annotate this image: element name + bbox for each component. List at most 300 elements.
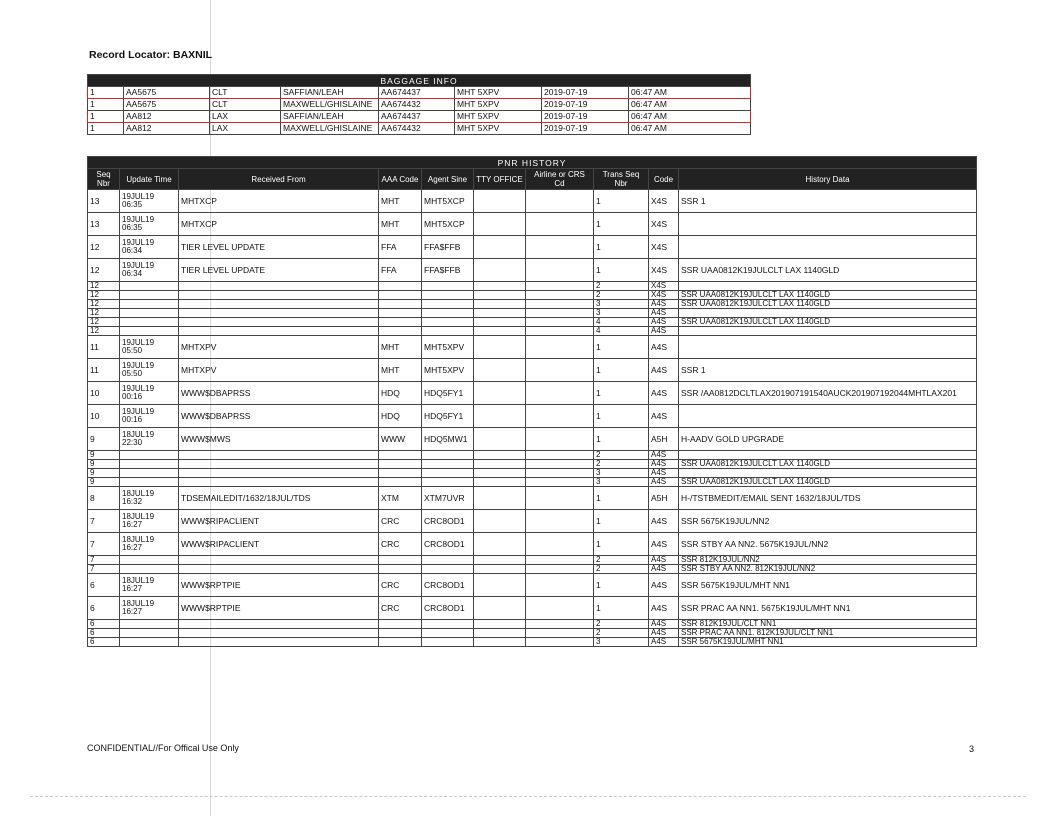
pnr-time-cell <box>120 629 179 638</box>
pnr-hist-cell: SSR PRAC AA NN1. 812K19JUL/CLT NN1 <box>679 629 977 638</box>
pnr-seq-cell: 9 <box>88 428 120 451</box>
pnr-recv-cell <box>179 327 379 336</box>
baggage-date-cell: 2019-07-19 <box>542 99 629 111</box>
pnr-row <box>88 282 977 291</box>
pnr-aaa-cell <box>379 620 422 629</box>
pnr-sine-cell <box>422 282 474 291</box>
pnr-code-cell: X4S <box>649 291 679 300</box>
pnr-time-cell: 19JUL19 06:35 <box>120 190 179 213</box>
pnr-crs-cell <box>526 451 594 460</box>
pnr-hist-cell: SSR UAA0812K19JULCLT LAX 1140GLD <box>679 460 977 469</box>
pnr-trans-cell: 1 <box>594 487 649 510</box>
pnr-trans-cell: 4 <box>594 327 649 336</box>
pnr-aaa-cell <box>379 469 422 478</box>
pnr-row <box>88 565 977 574</box>
pnr-recv-cell <box>179 469 379 478</box>
pnr-crs-cell <box>526 460 594 469</box>
pnr-crs-cell <box>526 336 594 359</box>
pnr-aaa-cell: HDQ <box>379 382 422 405</box>
pnr-code-cell: A4S <box>649 327 679 336</box>
pnr-crs-cell <box>526 213 594 236</box>
pnr-time-cell <box>120 291 179 300</box>
pnr-sine-cell <box>422 629 474 638</box>
baggage-agent-cell: MHT 5XPV <box>455 87 542 99</box>
pnr-time-cell: 19JUL19 05:50 <box>120 359 179 382</box>
pnr-hist-cell: SSR UAA0812K19JULCLT LAX 1140GLD <box>679 259 977 282</box>
pnr-aaa-cell <box>379 309 422 318</box>
pnr-column-header: Agent Sine <box>422 169 474 190</box>
pnr-aaa-cell: MHT <box>379 336 422 359</box>
baggage-time-cell: 06:47 AM <box>629 87 751 99</box>
pnr-recv-cell <box>179 460 379 469</box>
pnr-row <box>88 556 977 565</box>
pnr-code-cell: A4S <box>649 565 679 574</box>
pnr-code-cell: X4S <box>649 190 679 213</box>
pnr-column-header: Airline or CRS Cd <box>526 169 594 190</box>
pnr-code-cell: A4S <box>649 309 679 318</box>
page-number: 3 <box>969 744 975 754</box>
pnr-tty-cell <box>474 236 526 259</box>
pnr-code-cell: A4S <box>649 638 679 647</box>
pnr-column-header: Seq Nbr <box>88 169 120 190</box>
baggage-tag-cell: AA674437 <box>379 87 455 99</box>
pnr-tty-cell <box>474 574 526 597</box>
pnr-crs-cell <box>526 565 594 574</box>
pnr-hist-cell <box>679 236 977 259</box>
pnr-tty-cell <box>474 597 526 620</box>
pnr-recv-cell <box>179 565 379 574</box>
baggage-seq-cell: 1 <box>88 87 124 99</box>
baggage-name-cell: MAXWELL/GHISLAINE <box>281 99 379 111</box>
pnr-time-cell <box>120 451 179 460</box>
baggage-name-cell: SAFFIAN/LEAH <box>281 111 379 123</box>
pnr-seq-cell: 12 <box>88 236 120 259</box>
pnr-row <box>88 300 977 309</box>
baggage-time-cell: 06:47 AM <box>629 99 751 111</box>
pnr-trans-cell: 1 <box>594 405 649 428</box>
pnr-code-cell: A4S <box>649 629 679 638</box>
pnr-hist-cell <box>679 309 977 318</box>
pnr-row <box>88 460 977 469</box>
pnr-seq-cell: 10 <box>88 405 120 428</box>
pnr-trans-cell: 2 <box>594 556 649 565</box>
pnr-tty-cell <box>474 309 526 318</box>
pnr-seq-cell: 6 <box>88 574 120 597</box>
pnr-hist-cell: SSR 1 <box>679 190 977 213</box>
pnr-seq-cell: 11 <box>88 336 120 359</box>
pnr-code-cell: A4S <box>649 336 679 359</box>
pnr-tty-cell <box>474 336 526 359</box>
pnr-trans-cell: 1 <box>594 597 649 620</box>
pnr-recv-cell: WWW$RIPACLIENT <box>179 533 379 556</box>
baggage-name-cell: MAXWELL/GHISLAINE <box>281 123 379 135</box>
pnr-row <box>88 382 977 405</box>
pnr-sine-cell: FFA$FFB <box>422 236 474 259</box>
pnr-hist-cell <box>679 327 977 336</box>
pnr-recv-cell: WWW$DBAPRSS <box>179 405 379 428</box>
baggage-row <box>88 99 751 111</box>
pnr-hist-cell: SSR 5675K19JUL/MHT NN1 <box>679 638 977 647</box>
pnr-trans-cell: 1 <box>594 382 649 405</box>
pnr-time-cell <box>120 556 179 565</box>
pnr-crs-cell <box>526 469 594 478</box>
pnr-time-cell: 19JUL19 00:16 <box>120 382 179 405</box>
pnr-sine-cell <box>422 469 474 478</box>
pnr-row <box>88 533 977 556</box>
pnr-aaa-cell: CRC <box>379 597 422 620</box>
pnr-sine-cell <box>422 451 474 460</box>
pnr-aaa-cell <box>379 556 422 565</box>
pnr-trans-cell: 1 <box>594 574 649 597</box>
pnr-recv-cell: TIER LEVEL UPDATE <box>179 236 379 259</box>
pnr-sine-cell: MHT5XCP <box>422 190 474 213</box>
pnr-hist-cell <box>679 336 977 359</box>
pnr-hist-cell: SSR UAA0812K19JULCLT LAX 1140GLD <box>679 291 977 300</box>
pnr-sine-cell: MHT5XCP <box>422 213 474 236</box>
pnr-hist-cell: SSR UAA0812K19JULCLT LAX 1140GLD <box>679 478 977 487</box>
pnr-hist-cell: H-/TSTBMEDIT/EMAIL SENT 1632/18JUL/TDS <box>679 487 977 510</box>
pnr-trans-cell: 2 <box>594 282 649 291</box>
pnr-seq-cell: 9 <box>88 469 120 478</box>
baggage-agent-cell: MHT 5XPV <box>455 99 542 111</box>
baggage-tag-cell: AA674432 <box>379 99 455 111</box>
pnr-tty-cell <box>474 282 526 291</box>
pnr-trans-cell: 1 <box>594 359 649 382</box>
pnr-aaa-cell <box>379 327 422 336</box>
baggage-airport-cell: LAX <box>210 123 281 135</box>
pnr-crs-cell <box>526 300 594 309</box>
pnr-aaa-cell: MHT <box>379 190 422 213</box>
pnr-sine-cell: HDQ5MW1 <box>422 428 474 451</box>
pnr-sine-cell <box>422 327 474 336</box>
pnr-row <box>88 259 977 282</box>
pnr-trans-cell: 2 <box>594 291 649 300</box>
pnr-history-table <box>87 156 977 647</box>
pnr-sine-cell: HDQ5FY1 <box>422 382 474 405</box>
pnr-column-header: AAA Code <box>379 169 422 190</box>
pnr-recv-cell: WWW$MWS <box>179 428 379 451</box>
pnr-trans-cell: 2 <box>594 460 649 469</box>
pnr-recv-cell: WWW$RPTPIE <box>179 597 379 620</box>
pnr-crs-cell <box>526 428 594 451</box>
pnr-aaa-cell <box>379 629 422 638</box>
pnr-hist-cell <box>679 282 977 291</box>
pnr-aaa-cell: FFA <box>379 236 422 259</box>
pnr-code-cell: A4S <box>649 469 679 478</box>
pnr-crs-cell <box>526 478 594 487</box>
pnr-hist-cell <box>679 213 977 236</box>
pnr-recv-cell <box>179 556 379 565</box>
pnr-row <box>88 451 977 460</box>
pnr-recv-cell: WWW$RPTPIE <box>179 574 379 597</box>
pnr-aaa-cell: MHT <box>379 213 422 236</box>
pnr-tty-cell <box>474 533 526 556</box>
pnr-sine-cell <box>422 291 474 300</box>
pnr-sine-cell: CRC8OD1 <box>422 574 474 597</box>
pnr-history-title: PNR HISTORY <box>88 157 977 169</box>
pnr-code-cell: X4S <box>649 282 679 291</box>
pnr-tty-cell <box>474 451 526 460</box>
pnr-code-cell: A4S <box>649 382 679 405</box>
pnr-seq-cell: 12 <box>88 300 120 309</box>
pnr-row <box>88 638 977 647</box>
baggage-airport-cell: LAX <box>210 111 281 123</box>
pnr-row <box>88 213 977 236</box>
pnr-time-cell <box>120 478 179 487</box>
pnr-crs-cell <box>526 359 594 382</box>
pnr-seq-cell: 9 <box>88 460 120 469</box>
pnr-recv-cell: MHTXPV <box>179 336 379 359</box>
pnr-trans-cell: 1 <box>594 336 649 359</box>
pnr-seq-cell: 7 <box>88 510 120 533</box>
pnr-code-cell: A4S <box>649 300 679 309</box>
pnr-recv-cell <box>179 478 379 487</box>
pnr-hist-cell <box>679 469 977 478</box>
pnr-row <box>88 291 977 300</box>
pnr-recv-cell <box>179 620 379 629</box>
pnr-time-cell <box>120 282 179 291</box>
pnr-tty-cell <box>474 638 526 647</box>
pnr-seq-cell: 12 <box>88 327 120 336</box>
pnr-seq-cell: 13 <box>88 190 120 213</box>
pnr-aaa-cell <box>379 460 422 469</box>
pnr-tty-cell <box>474 510 526 533</box>
scan-artifact-dashed-line <box>30 796 1026 797</box>
pnr-crs-cell <box>526 309 594 318</box>
pnr-recv-cell <box>179 318 379 327</box>
pnr-tty-cell <box>474 190 526 213</box>
pnr-aaa-cell: FFA <box>379 259 422 282</box>
pnr-recv-cell <box>179 282 379 291</box>
pnr-code-cell: A4S <box>649 478 679 487</box>
pnr-code-cell: A4S <box>649 556 679 565</box>
pnr-crs-cell <box>526 556 594 565</box>
pnr-code-cell: A4S <box>649 597 679 620</box>
pnr-code-cell: X4S <box>649 259 679 282</box>
pnr-hist-cell: SSR PRAC AA NN1. 5675K19JUL/MHT NN1 <box>679 597 977 620</box>
pnr-aaa-cell <box>379 638 422 647</box>
baggage-info-table <box>87 74 751 135</box>
pnr-hist-cell: SSR /AA0812DCLTLAX201907191540AUCK201907192044MHTLAX201 <box>679 382 977 405</box>
pnr-seq-cell: 6 <box>88 638 120 647</box>
pnr-recv-cell: WWW$RIPACLIENT <box>179 510 379 533</box>
pnr-aaa-cell <box>379 451 422 460</box>
pnr-tty-cell <box>474 565 526 574</box>
pnr-seq-cell: 12 <box>88 318 120 327</box>
pnr-recv-cell: MHTXCP <box>179 190 379 213</box>
pnr-row <box>88 190 977 213</box>
pnr-aaa-cell <box>379 478 422 487</box>
pnr-recv-cell <box>179 451 379 460</box>
pnr-crs-cell <box>526 291 594 300</box>
pnr-row <box>88 574 977 597</box>
pnr-code-cell: A4S <box>649 533 679 556</box>
baggage-agent-cell: MHT 5XPV <box>455 123 542 135</box>
baggage-date-cell: 2019-07-19 <box>542 87 629 99</box>
pnr-sine-cell: CRC8OD1 <box>422 510 474 533</box>
pnr-crs-cell <box>526 405 594 428</box>
pnr-seq-cell: 7 <box>88 533 120 556</box>
pnr-row <box>88 405 977 428</box>
pnr-seq-cell: 13 <box>88 213 120 236</box>
baggage-time-cell: 06:47 AM <box>629 123 751 135</box>
pnr-row <box>88 309 977 318</box>
pnr-code-cell: A4S <box>649 620 679 629</box>
pnr-time-cell: 18JUL19 16:32 <box>120 487 179 510</box>
pnr-sine-cell <box>422 318 474 327</box>
pnr-time-cell <box>120 565 179 574</box>
pnr-seq-cell: 6 <box>88 629 120 638</box>
pnr-sine-cell <box>422 565 474 574</box>
pnr-tty-cell <box>474 469 526 478</box>
pnr-row <box>88 428 977 451</box>
pnr-seq-cell: 7 <box>88 565 120 574</box>
pnr-time-cell <box>120 638 179 647</box>
pnr-sine-cell: FFA$FFB <box>422 259 474 282</box>
pnr-sine-cell: HDQ5FY1 <box>422 405 474 428</box>
pnr-time-cell <box>120 469 179 478</box>
pnr-trans-cell: 3 <box>594 300 649 309</box>
pnr-sine-cell <box>422 478 474 487</box>
pnr-code-cell: A5H <box>649 487 679 510</box>
pnr-time-cell: 19JUL19 06:34 <box>120 236 179 259</box>
pnr-recv-cell: TDSEMAILEDIT/1632/18JUL/TDS <box>179 487 379 510</box>
pnr-hist-cell: SSR UAA0812K19JULCLT LAX 1140GLD <box>679 318 977 327</box>
pnr-hist-cell: SSR 5675K19JUL/MHT NN1 <box>679 574 977 597</box>
pnr-sine-cell: MHT5XPV <box>422 336 474 359</box>
pnr-crs-cell <box>526 190 594 213</box>
pnr-crs-cell <box>526 638 594 647</box>
pnr-hist-cell <box>679 451 977 460</box>
pnr-tty-cell <box>474 359 526 382</box>
baggage-row <box>88 87 751 99</box>
pnr-tty-cell <box>474 300 526 309</box>
pnr-column-header: Update Time <box>120 169 179 190</box>
pnr-sine-cell <box>422 556 474 565</box>
pnr-row <box>88 236 977 259</box>
pnr-trans-cell: 1 <box>594 259 649 282</box>
pnr-sine-cell <box>422 309 474 318</box>
pnr-time-cell <box>120 620 179 629</box>
pnr-column-header: History Data <box>679 169 977 190</box>
pnr-trans-cell: 1 <box>594 428 649 451</box>
pnr-code-cell: X4S <box>649 236 679 259</box>
pnr-trans-cell: 1 <box>594 510 649 533</box>
pnr-row <box>88 336 977 359</box>
pnr-sine-cell <box>422 620 474 629</box>
pnr-time-cell: 19JUL19 06:35 <box>120 213 179 236</box>
pnr-row <box>88 327 977 336</box>
pnr-sine-cell <box>422 300 474 309</box>
pnr-tty-cell <box>474 620 526 629</box>
pnr-hist-cell: SSR STBY AA NN2. 812K19JUL/NN2 <box>679 565 977 574</box>
pnr-recv-cell: WWW$DBAPRSS <box>179 382 379 405</box>
baggage-flight-cell: AA5675 <box>124 99 210 111</box>
pnr-trans-cell: 2 <box>594 629 649 638</box>
pnr-trans-cell: 3 <box>594 478 649 487</box>
pnr-aaa-cell <box>379 565 422 574</box>
pnr-time-cell: 18JUL19 16:27 <box>120 574 179 597</box>
pnr-tty-cell <box>474 382 526 405</box>
baggage-airport-cell: CLT <box>210 99 281 111</box>
pnr-code-cell: A4S <box>649 574 679 597</box>
pnr-tty-cell <box>474 629 526 638</box>
pnr-hist-cell: SSR STBY AA NN2. 5675K19JUL/NN2 <box>679 533 977 556</box>
pnr-crs-cell <box>526 236 594 259</box>
pnr-sine-cell <box>422 460 474 469</box>
pnr-column-header: Code <box>649 169 679 190</box>
pnr-aaa-cell: CRC <box>379 574 422 597</box>
pnr-crs-cell <box>526 510 594 533</box>
pnr-trans-cell: 2 <box>594 620 649 629</box>
pnr-row <box>88 629 977 638</box>
pnr-tty-cell <box>474 487 526 510</box>
pnr-trans-cell: 1 <box>594 190 649 213</box>
pnr-tty-cell <box>474 428 526 451</box>
baggage-seq-cell: 1 <box>88 111 124 123</box>
baggage-row <box>88 111 751 123</box>
pnr-tty-cell <box>474 291 526 300</box>
baggage-time-cell: 06:47 AM <box>629 111 751 123</box>
pnr-crs-cell <box>526 282 594 291</box>
baggage-seq-cell: 1 <box>88 123 124 135</box>
baggage-info-title: BAGGAGE INFO <box>88 75 751 87</box>
pnr-row <box>88 478 977 487</box>
pnr-seq-cell: 7 <box>88 556 120 565</box>
pnr-seq-cell: 6 <box>88 620 120 629</box>
pnr-trans-cell: 1 <box>594 533 649 556</box>
pnr-code-cell: A4S <box>649 510 679 533</box>
pnr-sine-cell: CRC8OD1 <box>422 597 474 620</box>
pnr-hist-cell: SSR 5675K19JUL/NN2 <box>679 510 977 533</box>
pnr-code-cell: X4S <box>649 213 679 236</box>
pnr-tty-cell <box>474 327 526 336</box>
pnr-sine-cell <box>422 638 474 647</box>
pnr-tty-cell <box>474 478 526 487</box>
pnr-recv-cell <box>179 629 379 638</box>
pnr-crs-cell <box>526 327 594 336</box>
pnr-trans-cell: 1 <box>594 213 649 236</box>
pnr-aaa-cell: HDQ <box>379 405 422 428</box>
pnr-hist-cell <box>679 405 977 428</box>
record-locator: Record Locator: BAXNIL <box>89 49 213 61</box>
pnr-recv-cell: TIER LEVEL UPDATE <box>179 259 379 282</box>
pnr-crs-cell <box>526 574 594 597</box>
pnr-tty-cell <box>474 460 526 469</box>
pnr-time-cell: 19JUL19 00:16 <box>120 405 179 428</box>
pnr-aaa-cell <box>379 300 422 309</box>
pnr-crs-cell <box>526 629 594 638</box>
pnr-time-cell: 18JUL19 22:30 <box>120 428 179 451</box>
pnr-time-cell: 18JUL19 16:27 <box>120 597 179 620</box>
pnr-hist-cell: SSR 812K19JUL/CLT NN1 <box>679 620 977 629</box>
baggage-airport-cell: CLT <box>210 87 281 99</box>
pnr-trans-cell: 1 <box>594 236 649 259</box>
pnr-hist-cell: H-AADV GOLD UPGRADE <box>679 428 977 451</box>
baggage-flight-cell: AA812 <box>124 111 210 123</box>
pnr-recv-cell <box>179 291 379 300</box>
pnr-column-header: Trans Seq Nbr <box>594 169 649 190</box>
pnr-recv-cell: MHTXCP <box>179 213 379 236</box>
pnr-hist-cell: SSR 1 <box>679 359 977 382</box>
pnr-seq-cell: 11 <box>88 359 120 382</box>
pnr-time-cell: 19JUL19 06:34 <box>120 259 179 282</box>
pnr-row <box>88 597 977 620</box>
pnr-tty-cell <box>474 213 526 236</box>
pnr-column-header: TTY OFFICE <box>474 169 526 190</box>
pnr-tty-cell <box>474 556 526 565</box>
pnr-aaa-cell: CRC <box>379 533 422 556</box>
